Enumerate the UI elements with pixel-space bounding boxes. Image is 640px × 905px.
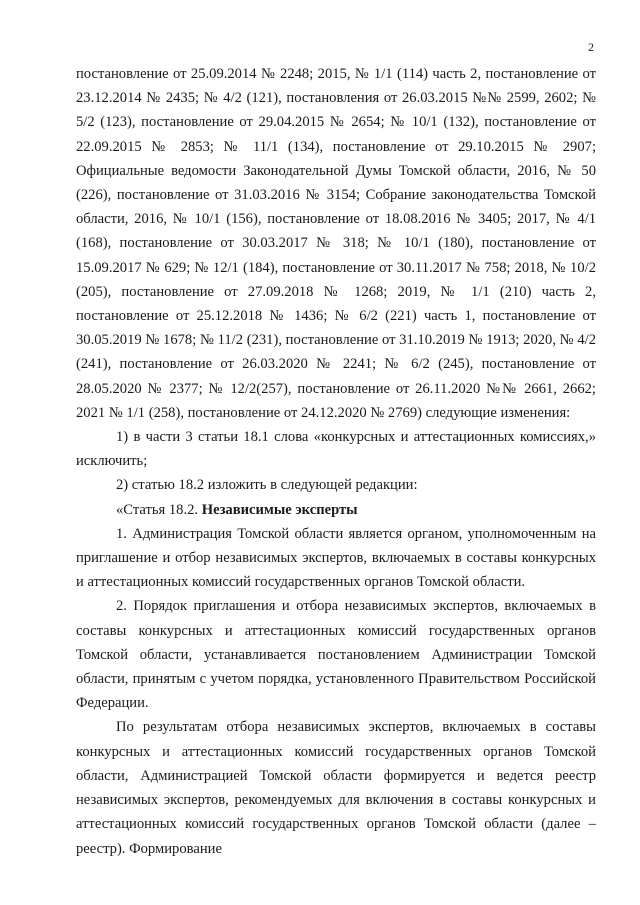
article-point-2: 2. Порядок приглашения и отбора независимых экспертов, включаемых в составы конкурсных и аттестационных комиссий государственных органов Томской области, устанавливается постановлением Администрации Томской области, принятым с учетом порядка, установленного Правительством Российской Федерации. — [76, 598, 596, 712]
page-number: 2 — [588, 40, 594, 54]
article-title: Независимые эксперты — [201, 501, 358, 518]
article-heading — [76, 498, 596, 522]
document-body — [76, 62, 596, 861]
article-prefix: «Статья 18.2. — [116, 501, 202, 518]
amendment-item-1: 1) в части 3 статьи 18.1 слова «конкурсных и аттестационных комиссиях,» исключить; — [76, 429, 596, 470]
article-point-1: 1. Администрация Томской области является органом, уполномоченным на приглашение и отбор независимых экспертов, включаемых в составы конкурсных и аттестационных комиссий государственных органов Томской области. — [76, 525, 596, 591]
amendment-item-2: 2) статью 18.2 изложить в следующей редакции: — [116, 477, 418, 494]
article-point-2-continued: По результатам отбора независимых экспертов, включаемых в составы конкурсных и аттестационных комиссий государственных органов Томской области, Администрацией Томской области формируется и ведется реестр независимых экспертов, рекомендуемых для включения в составы конкурсных и аттестационных комиссий государственных органов Томской области (далее – реестр). Формирование — [76, 719, 596, 857]
intro-paragraph: постановление от 25.09.2014 № 2248; 2015, № 1/1 (114) часть 2, постановление от 23.12.2014 № 2435; № 4/2 (121), постановления от 26.03.2015 №№ 2599, 2602; № 5/2 (123), постановление от 29.04.2015 № 2654; № 10/1 (132), постановление от 22.09.2015 № 2853; № 11/1 (134), постановление от 29.10.2015 № 2907; Официальные ведомости Законодательной Думы Томской области, 2016, № 50 (226), постановление от 31.03.2016 № 3154; Собрание законодательства Томской области, 2016, № 10/1 (156), постановление от 18.08.2016 № 3405; 2017, № 4/1 (168), постановление от 30.03.2017 № 318; № 10/1 (180), постановление от 15.09.2017 № 629; № 12/1 (184), постановление от 30.11.2017 № 758; 2018, № 10/2 (205), постановление от 27.09.2018 № 1268; 2019, № 1/1 (210) часть 2, постановление от 25.12.2018 № 1436; № 6/2 (221) часть 1, постановление от 30.05.2019 № 1678; № 11/2 (231), постановление от 31.10.2019 № 1913; 2020, № 4/2 (241), постановление от 26.03.2020 № 2241; № 6/2 (245), постановление от 28.05.2020 № 2377; № 12/2(257), постановление от 26.11.2020 №№ 2661, 2662; 2021 № 1/1 (258), постановление от 24.12.2020 № 2769) следующие изменения: — [76, 66, 596, 421]
